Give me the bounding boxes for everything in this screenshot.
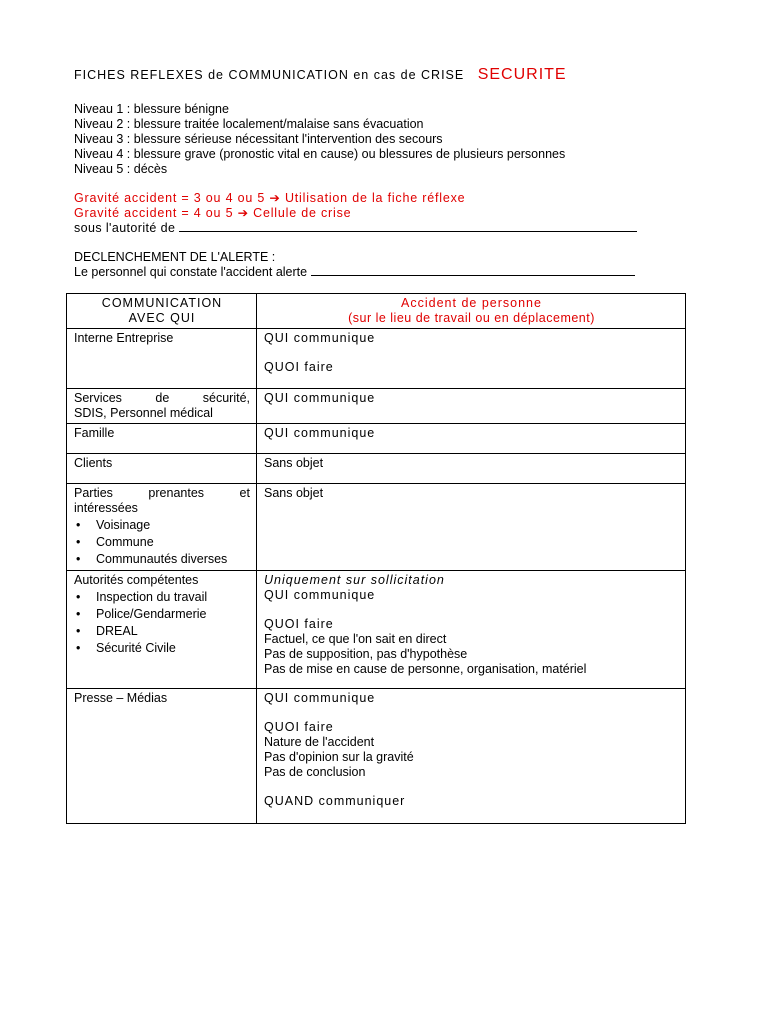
list-item: • Inspection du travail xyxy=(94,590,250,605)
table-header-row xyxy=(67,294,686,329)
document-title xyxy=(74,66,567,84)
table-row-autorites xyxy=(67,571,686,689)
alert-section xyxy=(74,250,635,280)
gravity-rule-2: Gravité accident = 4 ou 5 ➔ Cellule de crise xyxy=(74,206,352,220)
row-label: Autorités compétentes • Inspection du travail • Police/Gendarmerie • DREAL • Sécurité Civile xyxy=(67,571,257,689)
row-label: Presse – Médias xyxy=(67,689,257,824)
level-3: Niveau 3 : blessure sérieuse nécessitant l'intervention des secours xyxy=(74,132,443,146)
gravity-rules xyxy=(74,191,637,236)
title-subject: SECURITE xyxy=(477,66,567,83)
stakeholder-list xyxy=(74,518,250,567)
row-label: Clients xyxy=(67,454,257,484)
row-label: Famille xyxy=(67,424,257,454)
table-row-presse xyxy=(67,689,686,824)
authority-line xyxy=(74,221,637,236)
table-row-services xyxy=(67,389,686,424)
title-text: FICHES REFLEXES de COMMUNICATION en cas de CRISE xyxy=(74,68,465,82)
row-content: Sans objet xyxy=(257,454,686,484)
level-5: Niveau 5 : décès xyxy=(74,162,168,176)
table-row-clients xyxy=(67,454,686,484)
row-content: QUI communique QUOI faire xyxy=(257,329,686,389)
row-content: QUI communique xyxy=(257,424,686,454)
alert-heading: DECLENCHEMENT DE L'ALERTE : xyxy=(74,250,276,264)
list-item: • Communautés diverses xyxy=(94,552,250,567)
list-item: • Sécurité Civile xyxy=(94,641,250,656)
gravity-rule-1: Gravité accident = 3 ou 4 ou 5 ➔ Utilisation de la fiche réflexe xyxy=(74,191,466,205)
row-content: Sans objet xyxy=(257,484,686,571)
level-4: Niveau 4 : blessure grave (pronostic vital en cause) ou blessures de plusieurs personnes xyxy=(74,147,566,161)
table-row-interne xyxy=(67,329,686,389)
authority-blank-line xyxy=(179,221,637,232)
row-label: Parties prenantes et intéressées • Voisinage • Commune • Communautés diverses xyxy=(67,484,257,571)
row-label: Services de sécurité, SDIS, Personnel médical xyxy=(67,389,257,424)
authority-list xyxy=(74,590,250,656)
alert-blank-line xyxy=(311,265,635,276)
list-item: • Voisinage xyxy=(94,518,250,533)
row-content: QUI communique xyxy=(257,389,686,424)
table-row-parties xyxy=(67,484,686,571)
severity-levels xyxy=(74,102,565,177)
list-item: • Police/Gendarmerie xyxy=(94,607,250,622)
alert-text: Le personnel qui constate l'accident alerte xyxy=(74,265,308,279)
list-item: • DREAL xyxy=(94,624,250,639)
row-content: Uniquement sur sollicitation QUI communique QUOI faire Factuel, ce que l'on sait en direct Pas de supposition, pas d'hypothèse Pas de mise en cause de personne, organisation, matériel xyxy=(257,571,686,689)
table-row-famille xyxy=(67,424,686,454)
header-who: COMMUNICATION AVEC QUI xyxy=(67,294,257,329)
level-2: Niveau 2 : blessure traitée localement/malaise sans évacuation xyxy=(74,117,424,131)
level-1: Niveau 1 : blessure bénigne xyxy=(74,102,229,116)
list-item: • Commune xyxy=(94,535,250,550)
communication-table xyxy=(66,293,686,824)
row-content: QUI communique QUOI faire Nature de l'accident Pas d'opinion sur la gravité Pas de conclusion QUAND communiquer xyxy=(257,689,686,824)
authority-label: sous l'autorité de xyxy=(74,221,176,235)
row-label: Interne Entreprise xyxy=(67,329,257,389)
header-accident: Accident de personne (sur le lieu de travail ou en déplacement) xyxy=(257,294,686,329)
alert-line xyxy=(74,265,635,280)
